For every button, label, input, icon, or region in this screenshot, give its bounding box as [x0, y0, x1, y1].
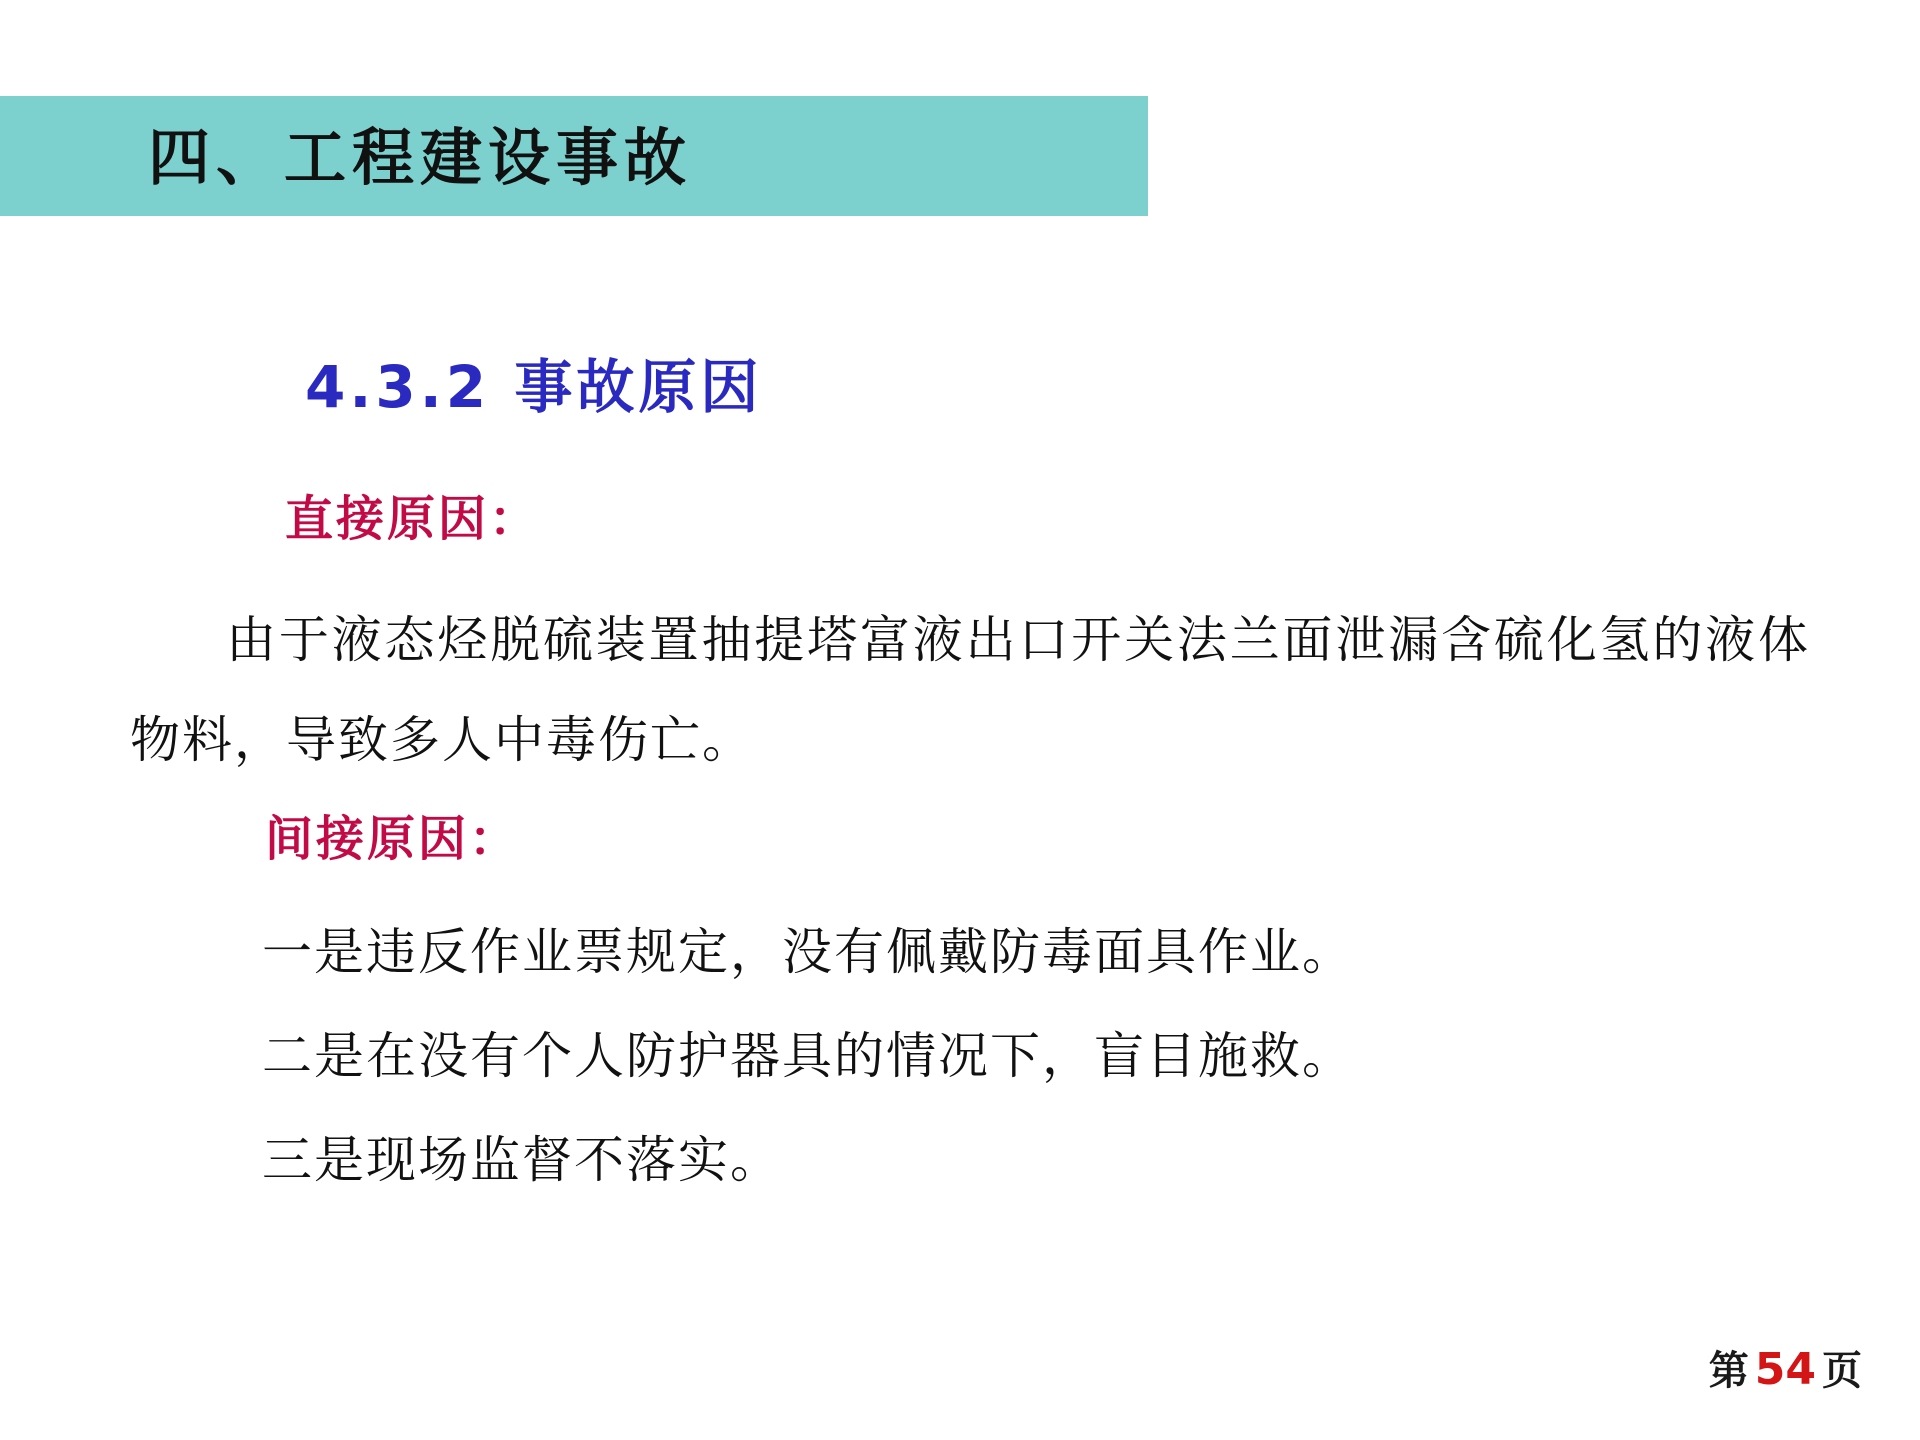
list-item: 二是在没有个人防护器具的情况下，盲目施救。 [262, 1027, 1354, 1085]
page-suffix-label: 页 [1822, 1348, 1862, 1394]
list-item: 一是违反作业票规定，没有佩戴防毒面具作业。 [262, 923, 1354, 981]
page-title: 四、工程建设事故 [148, 121, 693, 194]
section-heading: 4.3.2 事故原因 [305, 353, 763, 421]
direct-cause-label: 直接原因： [285, 491, 541, 547]
indirect-cause-label: 间接原因： [265, 811, 521, 867]
page-prefix-label: 第 [1708, 1348, 1749, 1394]
page-number-value: 54 [1754, 1344, 1816, 1395]
list-item: 三是现场监督不落实。 [262, 1131, 782, 1189]
page-number [1709, 1339, 1862, 1396]
indirect-cause-list [262, 900, 1882, 1212]
direct-cause-text: 由于液态烃脱硫装置抽提塔富液出口开关法兰面泄漏含硫化氢的液体物料，导致多人中毒伤亡。 [130, 611, 1810, 769]
